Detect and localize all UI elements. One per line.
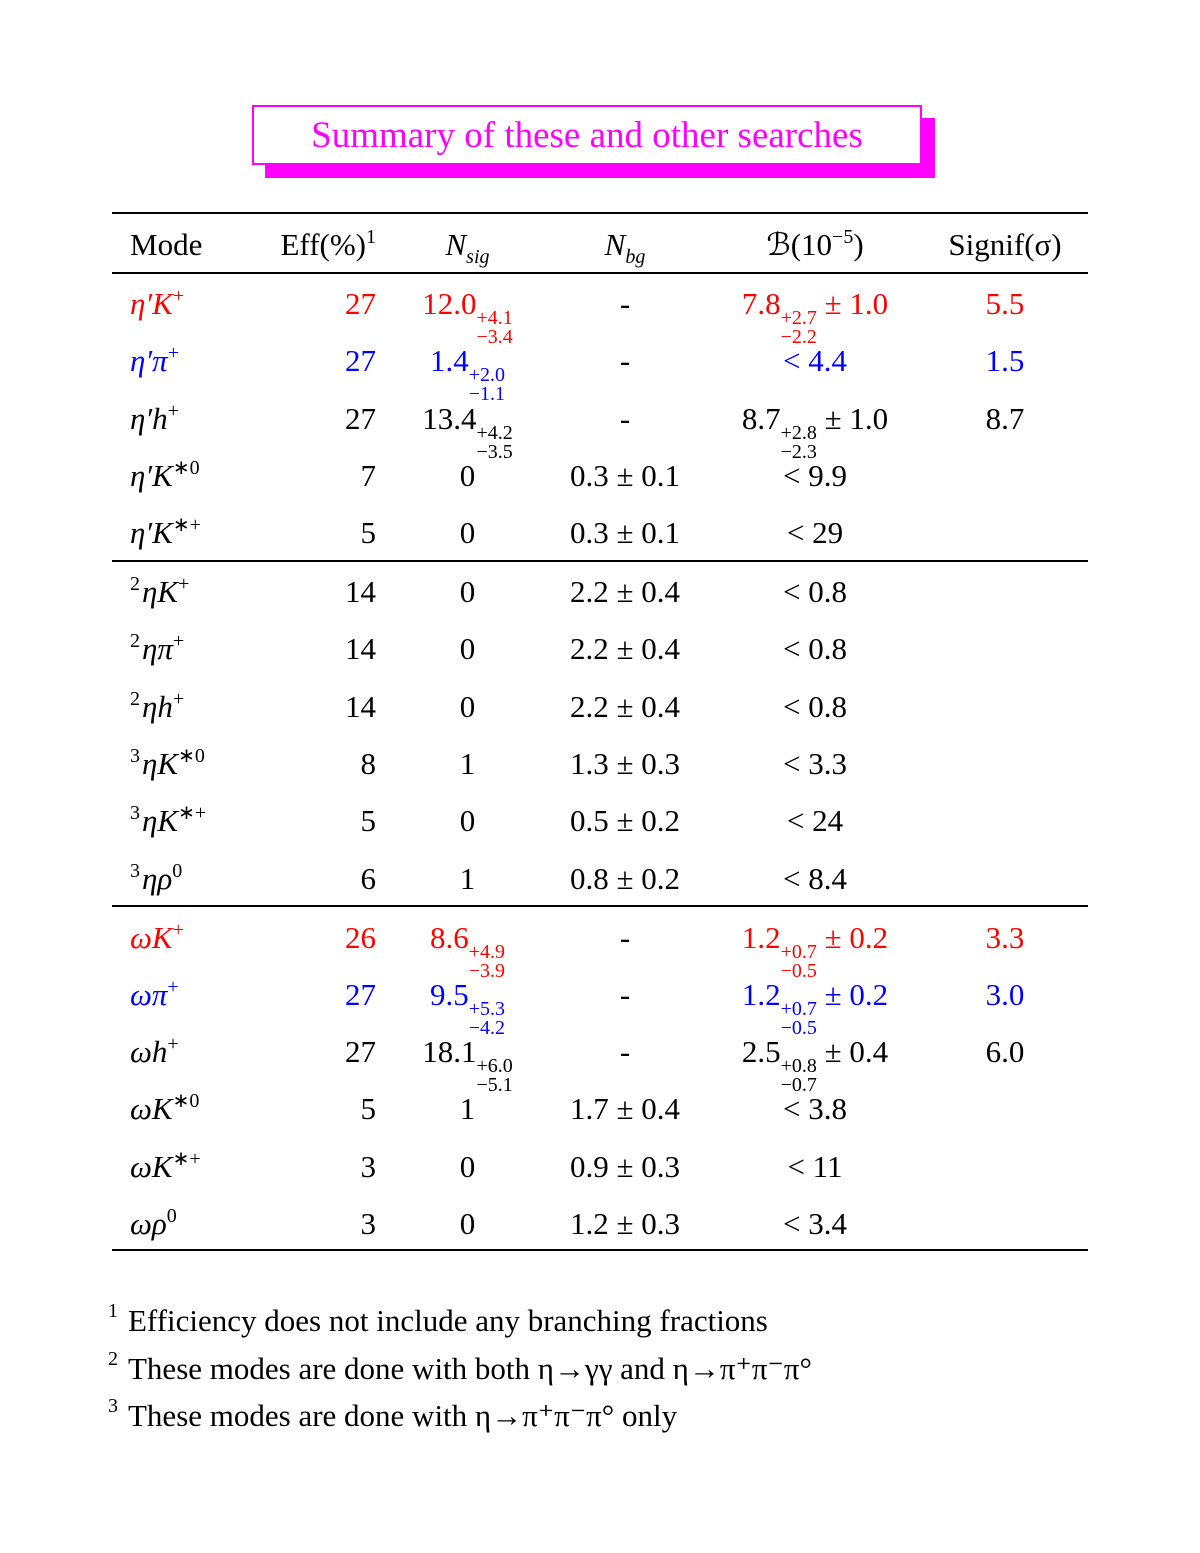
mode-cell (130, 285, 185, 321)
mode-charge: ∗0 (172, 457, 200, 479)
br-cell (705, 805, 925, 836)
table-top-rule (112, 212, 1088, 214)
mode-cell (130, 514, 201, 550)
header-signif: Signif(σ) (948, 227, 1062, 262)
nsig-errors (476, 424, 512, 462)
mode-charge: ∗+ (172, 1148, 201, 1170)
mode-prefix: 2 (130, 688, 140, 710)
signif-cell: 3.0 (985, 977, 1025, 1012)
mode-charge: + (172, 688, 185, 710)
br-errors (781, 1057, 817, 1095)
br-err-down: −0.5 (780, 960, 817, 982)
br-value: < 4.4 (783, 343, 847, 378)
footnote-mark: 3 (108, 1395, 118, 1417)
nsig-cell (395, 1208, 540, 1239)
nsig-cell (395, 403, 540, 462)
eff-cell: 6 (360, 861, 376, 896)
mode-charge: ∗+ (172, 514, 201, 536)
header-eff-note: 1 (366, 226, 376, 248)
footnote-text: These modes are done with η→π⁺π⁻π° only (128, 1398, 678, 1433)
nsig-cell (395, 805, 540, 836)
mode-symbol: η′K (130, 286, 173, 321)
br-cell (705, 691, 925, 722)
br-errors (781, 943, 817, 981)
mode-symbol: ωK (130, 1091, 173, 1126)
mode-symbol: η′K (130, 458, 173, 493)
nsig-errors (469, 943, 505, 981)
eff-cell: 27 (345, 286, 376, 321)
br-errors (781, 424, 817, 462)
mode-symbol: η′K (130, 515, 173, 550)
nbg-cell: 2.2 ± 0.4 (569, 689, 680, 724)
nsig-value: 18.1 (422, 1034, 477, 1069)
footnote (108, 1395, 678, 1434)
header-br-exp: −5 (832, 226, 854, 248)
nbg-cell: - (619, 343, 631, 378)
nsig-err-down: −5.1 (476, 1074, 513, 1096)
br-cell (705, 460, 925, 491)
nsig-value: 0 (459, 1149, 476, 1184)
signif-cell: 5.5 (985, 286, 1025, 321)
mode-cell (130, 745, 205, 781)
nbg-cell: 1.2 ± 0.3 (569, 1206, 680, 1241)
mode-charge: + (167, 342, 179, 364)
nbg-cell: 0.3 ± 0.1 (569, 515, 680, 550)
eff-cell: 5 (360, 515, 376, 550)
mode-cell (130, 1205, 177, 1241)
header-nbg-label: N (604, 227, 626, 262)
br-value: 1.2 (741, 920, 781, 955)
nsig-value: 0 (459, 1206, 476, 1241)
br-value: < 29 (786, 515, 844, 550)
nsig-err-up: +5.3 (468, 998, 506, 1020)
br-cell (705, 633, 925, 664)
header-rule (112, 272, 1088, 274)
table-bottom-rule (112, 1249, 1088, 1251)
header-br-label: ℬ(10 (766, 227, 833, 262)
nsig-err-up: +6.0 (476, 1055, 513, 1077)
header-br-close: ) (853, 227, 864, 262)
br-value: < 9.9 (783, 458, 847, 493)
br-syst: ± 0.2 (816, 920, 889, 955)
nsig-cell (395, 922, 540, 981)
group-divider-eta (112, 560, 1088, 562)
br-value: 8.7 (741, 401, 781, 436)
nsig-value: 0 (459, 689, 476, 724)
nsig-value: 8.6 (429, 920, 469, 955)
eff-cell: 27 (345, 1034, 376, 1069)
mode-charge: + (172, 285, 185, 307)
eff-cell: 14 (345, 631, 376, 666)
eff-cell: 5 (360, 803, 376, 838)
mode-prefix: 3 (130, 860, 140, 882)
eff-cell: 8 (360, 746, 376, 781)
mode-cell (130, 1148, 201, 1184)
nsig-value: 12.0 (422, 286, 477, 321)
br-syst: ± 1.0 (816, 401, 889, 436)
header-eff-label: Eff(%) (280, 227, 366, 262)
br-syst: ± 0.2 (816, 977, 889, 1012)
nsig-cell (395, 345, 540, 404)
header-nsig (395, 227, 540, 268)
br-value: 2.5 (741, 1034, 781, 1069)
mode-symbol: ωπ (130, 977, 168, 1012)
mode-cell (130, 860, 183, 896)
eff-cell: 27 (345, 977, 376, 1012)
header-nsig-label: N (445, 227, 467, 262)
eff-cell: 14 (345, 574, 376, 609)
br-syst: ± 0.4 (816, 1034, 889, 1069)
signif-cell: 6.0 (985, 1034, 1025, 1069)
br-err-up: +2.7 (780, 307, 817, 329)
nsig-cell (395, 517, 540, 548)
header-br (705, 226, 925, 262)
nsig-cell (395, 979, 540, 1038)
eff-cell: 26 (345, 920, 376, 955)
mode-symbol: ηK (142, 803, 179, 838)
br-cell (705, 979, 925, 1038)
br-cell (705, 517, 925, 548)
mode-symbol: ωρ (130, 1206, 167, 1241)
mode-cell (130, 630, 185, 666)
group-divider-omega (112, 905, 1088, 907)
signif-cell: 8.7 (985, 401, 1025, 436)
nsig-err-up: +4.1 (476, 307, 513, 329)
br-value: < 3.8 (783, 1091, 847, 1126)
br-cell (705, 1036, 925, 1095)
nbg-cell: 1.7 ± 0.4 (569, 1091, 680, 1126)
mode-prefix: 3 (130, 802, 140, 824)
nsig-value: 1.4 (429, 343, 469, 378)
page-title: Summary of these and other searches (252, 105, 922, 165)
title-frame (252, 105, 920, 163)
eff-cell: 5 (360, 1091, 376, 1126)
mode-symbol: ωK (130, 1149, 173, 1184)
nsig-value: 0 (459, 458, 476, 493)
mode-symbol: ηρ (142, 861, 173, 896)
eff-cell: 14 (345, 689, 376, 724)
footnote-text: These modes are done with both η→γγ and η→π⁺π⁻π° (128, 1351, 812, 1386)
mode-cell (130, 400, 179, 436)
mode-cell (130, 976, 179, 1012)
nbg-cell: 0.3 ± 0.1 (569, 458, 680, 493)
nsig-cell (395, 1151, 540, 1182)
footnote-text: Efficiency does not include any branching fractions (128, 1303, 768, 1338)
mode-cell (130, 688, 185, 724)
nsig-value: 1 (459, 746, 476, 781)
nbg-cell: 0.9 ± 0.3 (569, 1149, 680, 1184)
nbg-cell: 0.8 ± 0.2 (569, 861, 680, 896)
header-mode: Mode (130, 227, 203, 262)
nsig-value: 0 (459, 574, 476, 609)
nsig-err-up: +4.2 (476, 422, 513, 444)
br-errors (781, 309, 817, 347)
br-value: < 8.4 (783, 861, 847, 896)
br-cell (705, 748, 925, 779)
nsig-value: 13.4 (422, 401, 477, 436)
nsig-value: 0 (459, 631, 476, 666)
nsig-cell (395, 460, 540, 491)
mode-charge: ∗0 (172, 1090, 200, 1112)
nsig-err-down: −4.2 (468, 1017, 506, 1039)
nbg-cell: 1.3 ± 0.3 (569, 746, 680, 781)
mode-charge: ∗+ (178, 802, 207, 824)
nsig-value: 0 (459, 803, 476, 838)
nsig-errors (476, 309, 512, 347)
mode-symbol: η′π (130, 343, 168, 378)
eff-cell: 3 (360, 1206, 376, 1241)
nbg-cell: 2.2 ± 0.4 (569, 631, 680, 666)
br-cell (705, 1093, 925, 1124)
br-cell (705, 403, 925, 462)
br-cell (705, 576, 925, 607)
nbg-cell: - (619, 401, 631, 436)
nsig-err-down: −3.9 (468, 960, 506, 982)
mode-symbol: η′h (130, 401, 168, 436)
header-eff (260, 226, 376, 262)
nbg-cell: 2.2 ± 0.4 (569, 574, 680, 609)
footnote (108, 1300, 768, 1339)
mode-cell (130, 573, 190, 609)
nsig-err-down: −3.4 (476, 326, 513, 348)
mode-symbol: ηK (142, 574, 179, 609)
mode-prefix: 3 (130, 745, 140, 767)
eff-cell: 7 (360, 458, 376, 493)
br-cell (705, 345, 925, 376)
mode-charge: ∗0 (178, 745, 205, 767)
nbg-cell: 0.5 ± 0.2 (569, 803, 680, 838)
nsig-cell (395, 748, 540, 779)
mode-cell (130, 919, 184, 955)
br-err-up: +0.7 (780, 941, 817, 963)
footnote-mark: 2 (108, 1348, 118, 1370)
mode-charge: + (167, 976, 179, 998)
br-value: < 0.8 (783, 689, 847, 724)
nsig-cell (395, 1093, 540, 1124)
signif-cell: 3.3 (985, 920, 1025, 955)
nsig-cell (395, 691, 540, 722)
mode-cell (130, 342, 179, 378)
mode-prefix: 2 (130, 630, 140, 652)
br-err-down: −2.2 (780, 326, 817, 348)
nsig-errors (469, 1000, 505, 1038)
nsig-value: 0 (459, 515, 476, 550)
mode-cell (130, 1033, 179, 1069)
mode-charge: + (172, 919, 184, 941)
br-err-down: −2.3 (780, 441, 817, 463)
br-value: 7.8 (741, 286, 781, 321)
mode-cell (130, 802, 207, 838)
br-errors (781, 1000, 817, 1038)
nbg-cell: - (619, 1034, 631, 1069)
eff-cell: 27 (345, 401, 376, 436)
br-cell (705, 1208, 925, 1239)
nsig-value: 1 (459, 1091, 476, 1126)
mode-symbol: ηK (142, 746, 179, 781)
nsig-cell (395, 288, 540, 347)
mode-symbol: ηh (142, 689, 173, 724)
br-value: 1.2 (741, 977, 781, 1012)
br-err-up: +0.8 (780, 1055, 817, 1077)
eff-cell: 3 (360, 1149, 376, 1184)
nbg-cell: - (619, 977, 631, 1012)
nsig-value: 1 (459, 861, 476, 896)
nsig-errors (469, 366, 505, 404)
mode-symbol: ωh (130, 1034, 168, 1069)
br-err-down: −0.5 (780, 1017, 817, 1039)
nsig-err-down: −1.1 (468, 383, 506, 405)
nsig-cell (395, 1036, 540, 1095)
nbg-cell: - (619, 920, 631, 955)
mode-cell (130, 1090, 200, 1126)
mode-prefix: 2 (130, 573, 140, 595)
br-cell (705, 1151, 925, 1182)
br-value: < 3.3 (783, 746, 847, 781)
br-cell (705, 288, 925, 347)
mode-charge: + (172, 630, 185, 652)
mode-symbol: ηπ (142, 631, 173, 666)
mode-charge: + (167, 1033, 179, 1055)
br-value: < 0.8 (783, 574, 847, 609)
mode-charge: 0 (172, 860, 183, 882)
nsig-err-down: −3.5 (476, 441, 513, 463)
br-cell (705, 922, 925, 981)
header-nbg-sub: bg (625, 246, 646, 268)
eff-cell: 27 (345, 343, 376, 378)
footnote (108, 1348, 812, 1387)
br-err-up: +2.8 (780, 422, 817, 444)
br-value: < 0.8 (783, 631, 847, 666)
mode-cell (130, 457, 200, 493)
mode-charge: 0 (166, 1205, 177, 1227)
signif-cell: 1.5 (985, 343, 1025, 378)
nsig-cell (395, 863, 540, 894)
mode-charge: + (167, 400, 179, 422)
header-nsig-sub: sig (466, 246, 490, 268)
mode-charge: + (178, 573, 190, 595)
nsig-cell (395, 633, 540, 664)
br-syst: ± 1.0 (816, 286, 889, 321)
nsig-value: 9.5 (429, 977, 469, 1012)
nsig-errors (476, 1057, 512, 1095)
br-value: < 11 (787, 1149, 843, 1184)
br-err-down: −0.7 (780, 1074, 817, 1096)
br-value: < 3.4 (783, 1206, 847, 1241)
nbg-cell: - (619, 286, 631, 321)
header-nbg (545, 227, 705, 268)
nsig-err-up: +2.0 (468, 364, 506, 386)
footnote-mark: 1 (108, 1300, 118, 1322)
br-value: < 24 (786, 803, 844, 838)
br-cell (705, 863, 925, 894)
nsig-cell (395, 576, 540, 607)
br-err-up: +0.7 (780, 998, 817, 1020)
mode-symbol: ωK (130, 920, 173, 955)
nsig-err-up: +4.9 (468, 941, 506, 963)
